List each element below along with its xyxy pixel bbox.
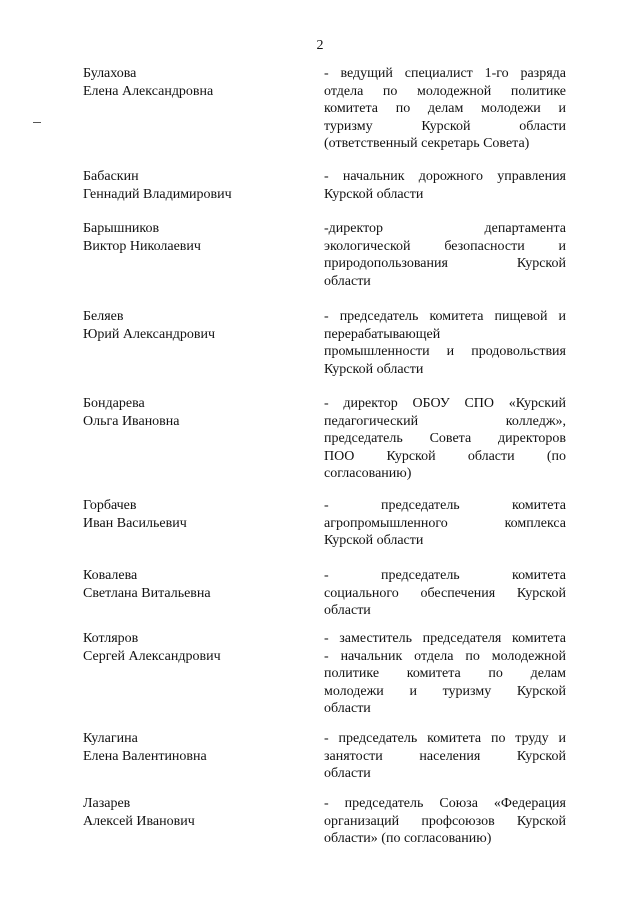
role-line: туризму Курской области [324, 118, 566, 134]
member-name [83, 795, 308, 830]
member-surname: Котляров [83, 631, 139, 646]
role-line: социального обеспечения Курской [324, 585, 566, 601]
role-line: области [324, 603, 371, 618]
member-role [324, 168, 566, 203]
member-name [83, 630, 308, 665]
member-name [83, 65, 308, 100]
member-surname: Горбачев [83, 498, 137, 513]
member-given-name: Елена Валентиновна [83, 748, 207, 764]
member-role [324, 65, 566, 153]
role-line: области» (по согласованию) [324, 831, 492, 846]
member-role [324, 395, 566, 483]
member-given-name: Юрий Александрович [83, 326, 215, 342]
member-name [83, 395, 308, 430]
role-line: комитета по делам молодежи и [324, 101, 566, 116]
member-given-name: Виктор Николаевич [83, 238, 201, 254]
role-line: ПОО Курской области (по [324, 448, 566, 464]
member-role [324, 630, 566, 718]
role-line: Курской области [324, 533, 424, 548]
role-line: молодежи и туризму Курской [324, 683, 566, 699]
member-role [324, 497, 566, 550]
margin-mark [33, 122, 41, 123]
role-line: - председатель комитета по труду и [324, 731, 566, 746]
member-name [83, 168, 308, 203]
role-line: председатель Совета директоров [324, 431, 566, 446]
role-line: занятости населения Курской [324, 748, 566, 764]
member-role [324, 795, 566, 848]
role-line: политике комитета по делам [324, 666, 566, 681]
member-surname: Бабаскин [83, 169, 139, 184]
member-surname: Бондарева [83, 396, 145, 411]
role-line: - председатель Союза «Федерация [324, 796, 566, 811]
member-surname: Булахова [83, 66, 137, 81]
role-line: промышленности и продовольствия [324, 344, 566, 359]
member-surname: Ковалева [83, 568, 138, 583]
member-given-name: Елена Александровна [83, 83, 214, 99]
member-given-name: Светлана Витальевна [83, 585, 211, 601]
role-line: Курской области [324, 186, 424, 202]
role-line: области [324, 273, 371, 289]
role-line: перерабатывающей [324, 326, 441, 342]
role-line: агропромышленного комплекса [324, 515, 566, 531]
role-line: природопользования Курской [324, 256, 566, 271]
member-surname: Барышников [83, 221, 160, 236]
member-surname: Кулагина [83, 731, 138, 746]
role-line: - ведущий специалист 1-го разряда [324, 66, 566, 81]
member-given-name: Иван Васильевич [83, 515, 187, 531]
member-name [83, 567, 308, 602]
member-name [83, 308, 308, 343]
role-line: отдела по молодежной политике [324, 83, 566, 99]
member-role [324, 567, 566, 620]
member-given-name: Сергей Александрович [83, 648, 221, 664]
role-line: - председатель комитета пищевой и [324, 309, 566, 324]
role-line: области [324, 701, 371, 716]
member-role [324, 308, 566, 378]
role-line: - заместитель председателя комитета [324, 631, 566, 646]
role-line: - председатель комитета [324, 498, 566, 513]
page-number: 2 [316, 38, 324, 53]
role-line: области [324, 766, 371, 781]
member-name [83, 220, 308, 255]
member-role [324, 220, 566, 290]
role-line: - начальник дорожного управления [324, 169, 566, 184]
member-given-name: Геннадий Владимирович [83, 186, 232, 202]
member-surname: Беляев [83, 309, 124, 324]
role-line: Курской области [324, 361, 424, 377]
member-name [83, 497, 308, 532]
member-given-name: Ольга Ивановна [83, 413, 180, 429]
role-line: согласованию) [324, 466, 412, 481]
role-line: - директор ОБОУ СПО «Курский [324, 396, 566, 411]
role-line: экологической безопасности и [324, 238, 566, 254]
member-role [324, 730, 566, 783]
role-line: - начальник отдела по молодежной [324, 648, 566, 664]
role-line: - председатель комитета [324, 568, 566, 583]
role-line: -директор департамента [324, 221, 566, 236]
member-name [83, 730, 308, 765]
role-line: (ответственный секретарь Совета) [324, 136, 530, 151]
member-surname: Лазарев [83, 796, 131, 811]
role-line: организаций профсоюзов Курской [324, 813, 566, 829]
role-line: педагогический колледж», [324, 413, 566, 429]
member-given-name: Алексей Иванович [83, 813, 195, 829]
